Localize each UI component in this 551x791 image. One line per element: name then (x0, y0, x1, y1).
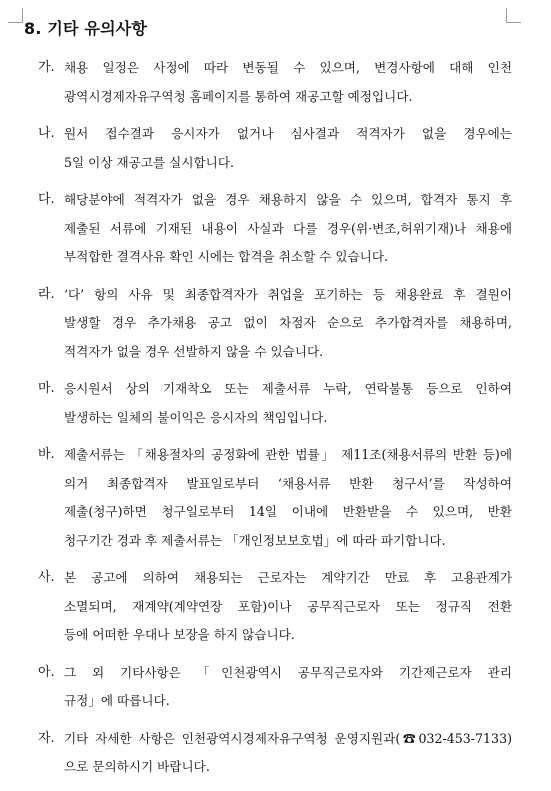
item-line: 등에 어떠한 우대나 보장을 하지 않습니다. (64, 627, 295, 642)
list-item (38, 186, 512, 272)
item-line: 원서 접수결과 응시자가 없거나 심사결과 적격자가 없을 경우에는 (64, 126, 512, 141)
item-marker: 아. (38, 664, 55, 680)
list-item (38, 441, 512, 555)
list-item (38, 564, 512, 650)
list-item (38, 120, 512, 177)
item-marker: 라. (38, 286, 55, 302)
page-corner-mark-top-right (506, 8, 521, 23)
item-line: 제출된 서류에 기재된 내용이 사실과 다를 경우(위·변조,허위기재)나 채용에 (64, 220, 512, 236)
list-item (38, 725, 512, 782)
section-heading: 8. 기타 유의사항 (24, 19, 148, 38)
item-line: 광역시경제자유구역청 홈페이지를 통하여 재공고할 예정입니다. (64, 88, 413, 104)
list-item (38, 659, 512, 716)
notice-list (38, 54, 512, 791)
list-item (38, 375, 512, 432)
item-line: 기타 자세한 사항은 인천광역시경제자유구역청 운영지원과(☎032-453-7133) (64, 730, 512, 746)
item-line: 적격자가 없을 경우 선발하지 않을 수 있습니다. (64, 343, 324, 359)
item-line: 발생하는 일체의 불이익은 응시자의 책임입니다. (64, 409, 328, 425)
item-line: 으로 문의하시기 바랍니다. (64, 759, 210, 774)
item-line: 5일 이상 재공고를 실시합니다. (64, 154, 235, 170)
item-line: 본 공고에 의하여 채용되는 근로자는 계약기간 만료 후 고용관계가 (64, 570, 512, 585)
item-line: 청구기간 경과 후 제출서류는 「개인정보보호법」에 따라 파기합니다. (64, 532, 446, 548)
list-item (38, 281, 512, 367)
item-line: 의거 최종합격자 발표일로부터 ‘채용서류 반환 청구서’를 작성하여 (64, 475, 512, 491)
item-line: 규정」에 따릅니다. (64, 693, 170, 708)
item-line: 제출(청구)하면 청구일로부터 14일 이내에 반환받을 수 있으며, 반환 (64, 504, 512, 519)
list-item (38, 54, 512, 111)
page-corner-mark-top-left (8, 8, 23, 23)
item-marker: 사. (38, 570, 55, 585)
item-line: 채용 일정은 사정에 따라 변동될 수 있으며, 변경사항에 대해 인천 (64, 60, 512, 75)
item-line: 발생할 경우 추가채용 공고 없이 차점자 순으로 추가합격자를 채용하며, (64, 315, 512, 330)
item-line: 부적합한 결격사유 확인 시에는 합격을 취소할 수 있습니다. (64, 249, 388, 264)
item-marker: 자. (38, 730, 55, 746)
item-line: 제출서류는 「채용절차의 공정화에 관한 법률」 제11조(채용서류의 반환 등)에 (64, 447, 512, 462)
item-line: ‘다’ 항의 사유 및 최종합격자가 취업을 포기하는 등 채용완료 후 결원이 (64, 286, 512, 302)
item-line: 응시원서 상의 기재착오 또는 제출서류 누락, 연락불통 등으로 인하여 (64, 381, 512, 396)
item-marker: 다. (38, 192, 55, 207)
item-marker: 바. (38, 447, 55, 462)
item-line: 그 외 기타사항은 「인천광역시 공무직근로자와 기간제근로자 관리 (64, 664, 512, 680)
item-marker: 마. (38, 381, 55, 396)
item-marker: 나. (38, 126, 55, 141)
item-marker: 가. (38, 60, 55, 75)
item-line: 해당분야에 적격자가 없을 경우 채용하지 않을 수 있으며, 합격자 통지 후 (64, 192, 512, 207)
item-line: 소멸되며, 재계약(계약연장 포함)이나 공무직근로자 또는 정규직 전환 (64, 598, 512, 614)
